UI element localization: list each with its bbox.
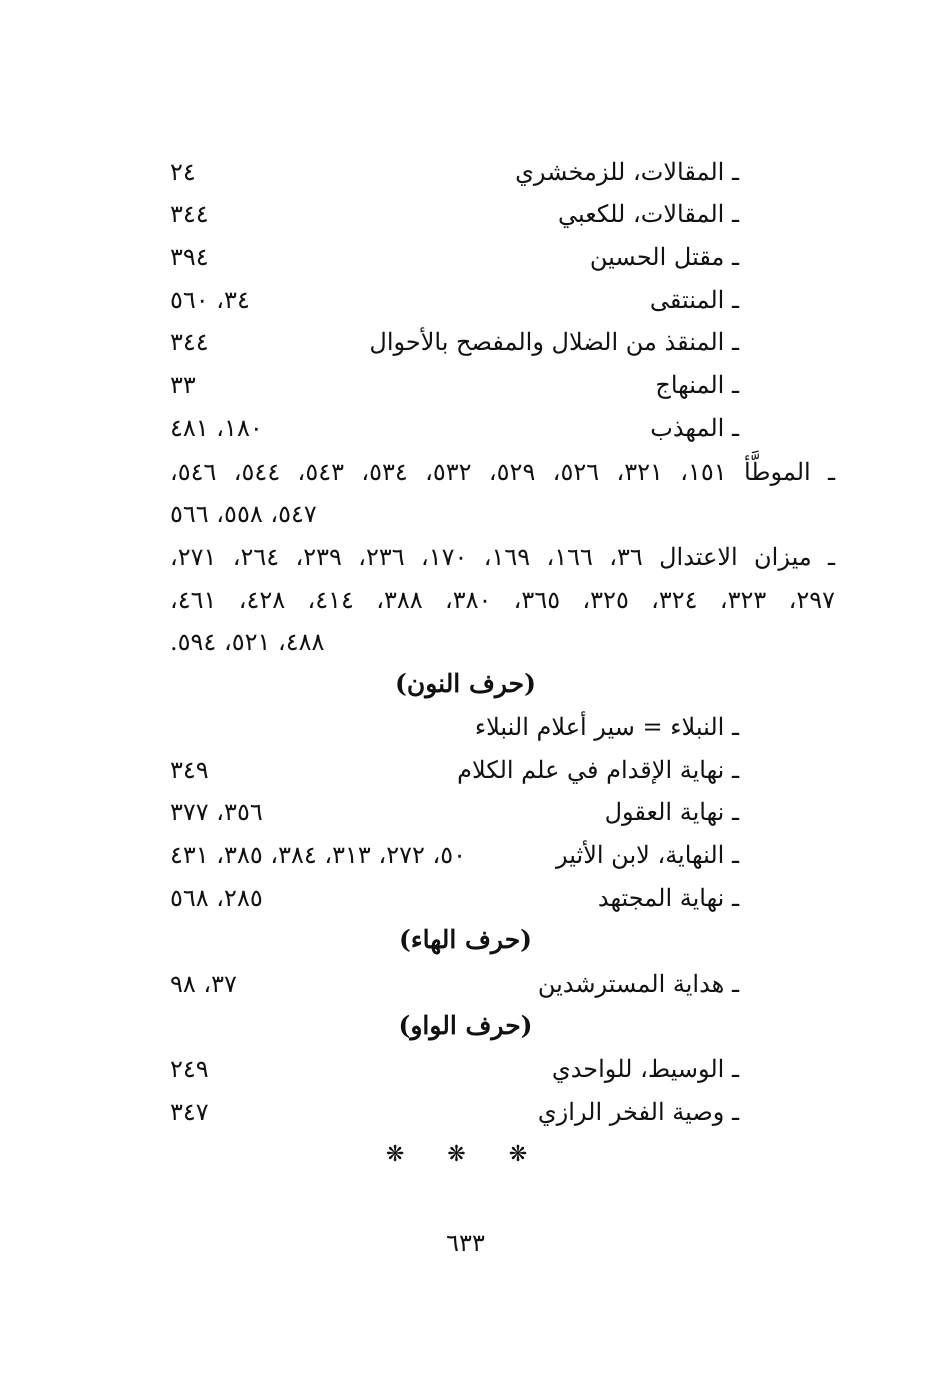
entry-title: ـ نهاية العقول <box>604 798 739 826</box>
entry-pages: ٣٤٤ <box>170 328 209 356</box>
index-entry-muwatta <box>170 452 835 492</box>
entry-title: ـ النهاية، لابن الأثير <box>556 841 739 869</box>
entry-title: ـ المنهاج <box>655 371 739 399</box>
index-entry <box>170 1049 835 1089</box>
entry-pages: ٥٤٧، ٥٥٨، ٥٦٦ <box>170 500 317 528</box>
index-entry <box>170 835 835 875</box>
entry-pages: ٣٧، ٩٨ <box>170 970 237 998</box>
entry-title: ـ مقتل الحسين <box>589 243 739 271</box>
entry-pages: ٣٤٤ <box>170 200 209 228</box>
entry-pages: ٣٣ <box>170 371 196 399</box>
entry-title: ـ المنتقى <box>649 286 739 314</box>
index-entry <box>170 365 835 405</box>
index-entry-continuation <box>170 622 835 662</box>
index-entry <box>170 194 835 234</box>
entry-pages: ١٨٠، ٤٨١ <box>170 414 263 442</box>
index-entry <box>170 152 835 192</box>
index-entry <box>170 322 835 362</box>
entry-title: ـ نهاية المجتهد <box>597 884 739 912</box>
section-heading-noon: (حرف النون) <box>395 669 536 698</box>
entry-pages: ٢٩٧، ٣٢٣، ٣٢٤، ٣٢٥، ٣٦٥، ٣٨٠، ٣٨٨، ٤١٤، ٤٢٨، ٤٦١، <box>170 586 836 614</box>
entry-pages: ٢٨٥، ٥٦٨ <box>170 884 263 912</box>
entry-pages: ٢٤٩ <box>170 1055 209 1083</box>
entry-title: ـ النبلاء = سير أعلام النبلاء <box>474 713 739 741</box>
index-entry-continuation <box>170 580 835 620</box>
index-entry-mizan <box>170 537 835 577</box>
entry-pages: ٣٤٩ <box>170 756 209 784</box>
entry-title: ـ المقالات، للكعبي <box>558 200 739 228</box>
entry-pages: ٣٥٦، ٣٧٧ <box>170 798 263 826</box>
entry-title: ـ المقالات، للزمخشري <box>515 158 739 186</box>
entry-pages: ٤٨٨، ٥٢١، ٥٩٤. <box>170 628 325 656</box>
entry-text-line: ـ ميزان الاعتدال ٣٦، ١٦٦، ١٦٩، ١٧٠، ٢٣٦، ٢٣٩، ٢٦٤، ٢٧١، <box>170 543 836 571</box>
entry-title: ـ وصية الفخر الرازي <box>537 1098 739 1126</box>
entry-pages: ٣٤٧ <box>170 1098 209 1126</box>
index-entry <box>170 750 835 790</box>
index-entry <box>170 792 835 832</box>
entry-pages: ٣٤، ٥٦٠ <box>170 286 250 314</box>
entry-text-line: ـ الموطَّأ ١٥١، ٣٢١، ٥٢٦، ٥٢٩، ٥٣٢، ٥٣٤، ٥٤٣، ٥٤٤، ٥٤٦، <box>170 458 836 486</box>
entry-pages: ٢٤ <box>170 158 196 186</box>
index-entry <box>170 878 835 918</box>
index-entry <box>170 280 835 320</box>
index-entry <box>170 408 835 448</box>
index-entry <box>170 964 835 1004</box>
entry-title: ـ الوسيط، للواحدي <box>551 1055 739 1083</box>
section-heading-haa: (حرف الهاء) <box>399 925 532 954</box>
section-end-ornament: ❋ ❋ ❋ <box>385 1142 546 1167</box>
entry-pages: ٣٩٤ <box>170 243 209 271</box>
entry-pages: ٥٠، ٢٧٢، ٣١٣، ٣٨٤، ٣٨٥، ٤٣١ <box>170 841 467 869</box>
index-entry <box>170 237 835 277</box>
entry-title: ـ هداية المسترشدين <box>537 970 739 998</box>
entry-title: ـ المهذب <box>650 414 739 442</box>
index-entry <box>170 1092 835 1132</box>
entry-title: ـ المنقذ من الضلال والمفصح بالأحوال <box>369 328 739 356</box>
index-entry-continuation <box>170 494 835 534</box>
section-heading-waw: (حرف الواو) <box>398 1011 533 1040</box>
index-entry <box>170 707 835 747</box>
page-number: ٦٣٣ <box>446 1229 485 1257</box>
entry-title: ـ نهاية الإقدام في علم الكلام <box>457 756 739 784</box>
